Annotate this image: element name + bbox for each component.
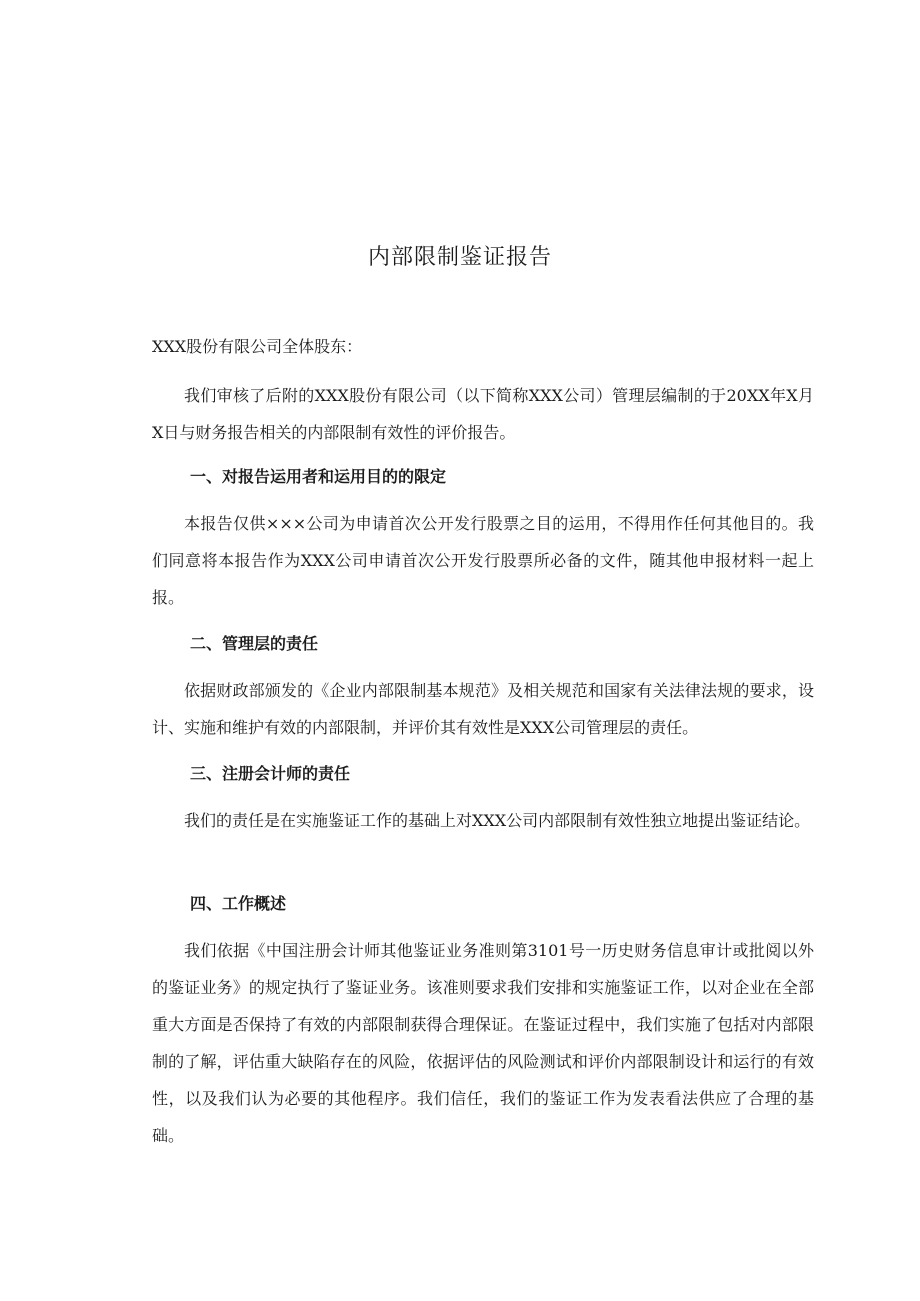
document-title: 内部限制鉴证报告 [367, 245, 552, 270]
section-heading-cpa-responsibility: 三、注册会计师的责任 [190, 764, 351, 783]
section-heading-management-responsibility: 二、管理层的责任 [190, 634, 319, 653]
section-body-management-responsibility: 依据财政部颁发的《企业内部限制基本规范》及相关规范和国家有关法律法规的要求，设计、实施和维护有效的内部限制，并评价其有效性是XXX公司管理层的责任。 [152, 681, 814, 737]
section-body-cpa-responsibility: 我们的责任是在实施鉴证工作的基础上对XXX公司内部限制有效性独立地提出鉴证结论。 [184, 811, 811, 830]
section-body-usage-limitation: 本报告仅供×××公司为申请首次公开发行股票之目的运用，不得用作任何其他目的。我们同意将本报告作为XXX公司申请首次公开发行股票所必备的文件，随其他申报材料一起上报。 [152, 514, 814, 607]
salutation: XXX股份有限公司全体股东： [152, 337, 363, 356]
section-heading-usage-limitation: 一、对报告运用者和运用目的的限定 [190, 467, 447, 486]
intro-paragraph: 我们审核了后附的XXX股份有限公司（以下简称XXX公司）管理层编制的于20XX年X月X日与财务报告相关的内部限制有效性的评价报告。 [152, 386, 814, 442]
section-heading-work-overview: 四、工作概述 [190, 894, 287, 913]
section-body-work-overview: 我们依据《中国注册会计师其他鉴证业务准则第3101号一历史财务信息审计或批阅以外的鉴证业务》的规定执行了鉴证业务。该准则要求我们安排和实施鉴证工作，以对企业在全部重大方面是否保持了有效的内部限制获得合理保证。在鉴证过程中，我们实施了包括对内部限制的了解，评估重大缺陷存在的风险，依据评估的风险测试和评价内部限制设计和运行的有效性，以及我们认为必要的其他程序。我们信任，我们的鉴证工作为发表看法供应了合理的基础。 [152, 941, 814, 1145]
